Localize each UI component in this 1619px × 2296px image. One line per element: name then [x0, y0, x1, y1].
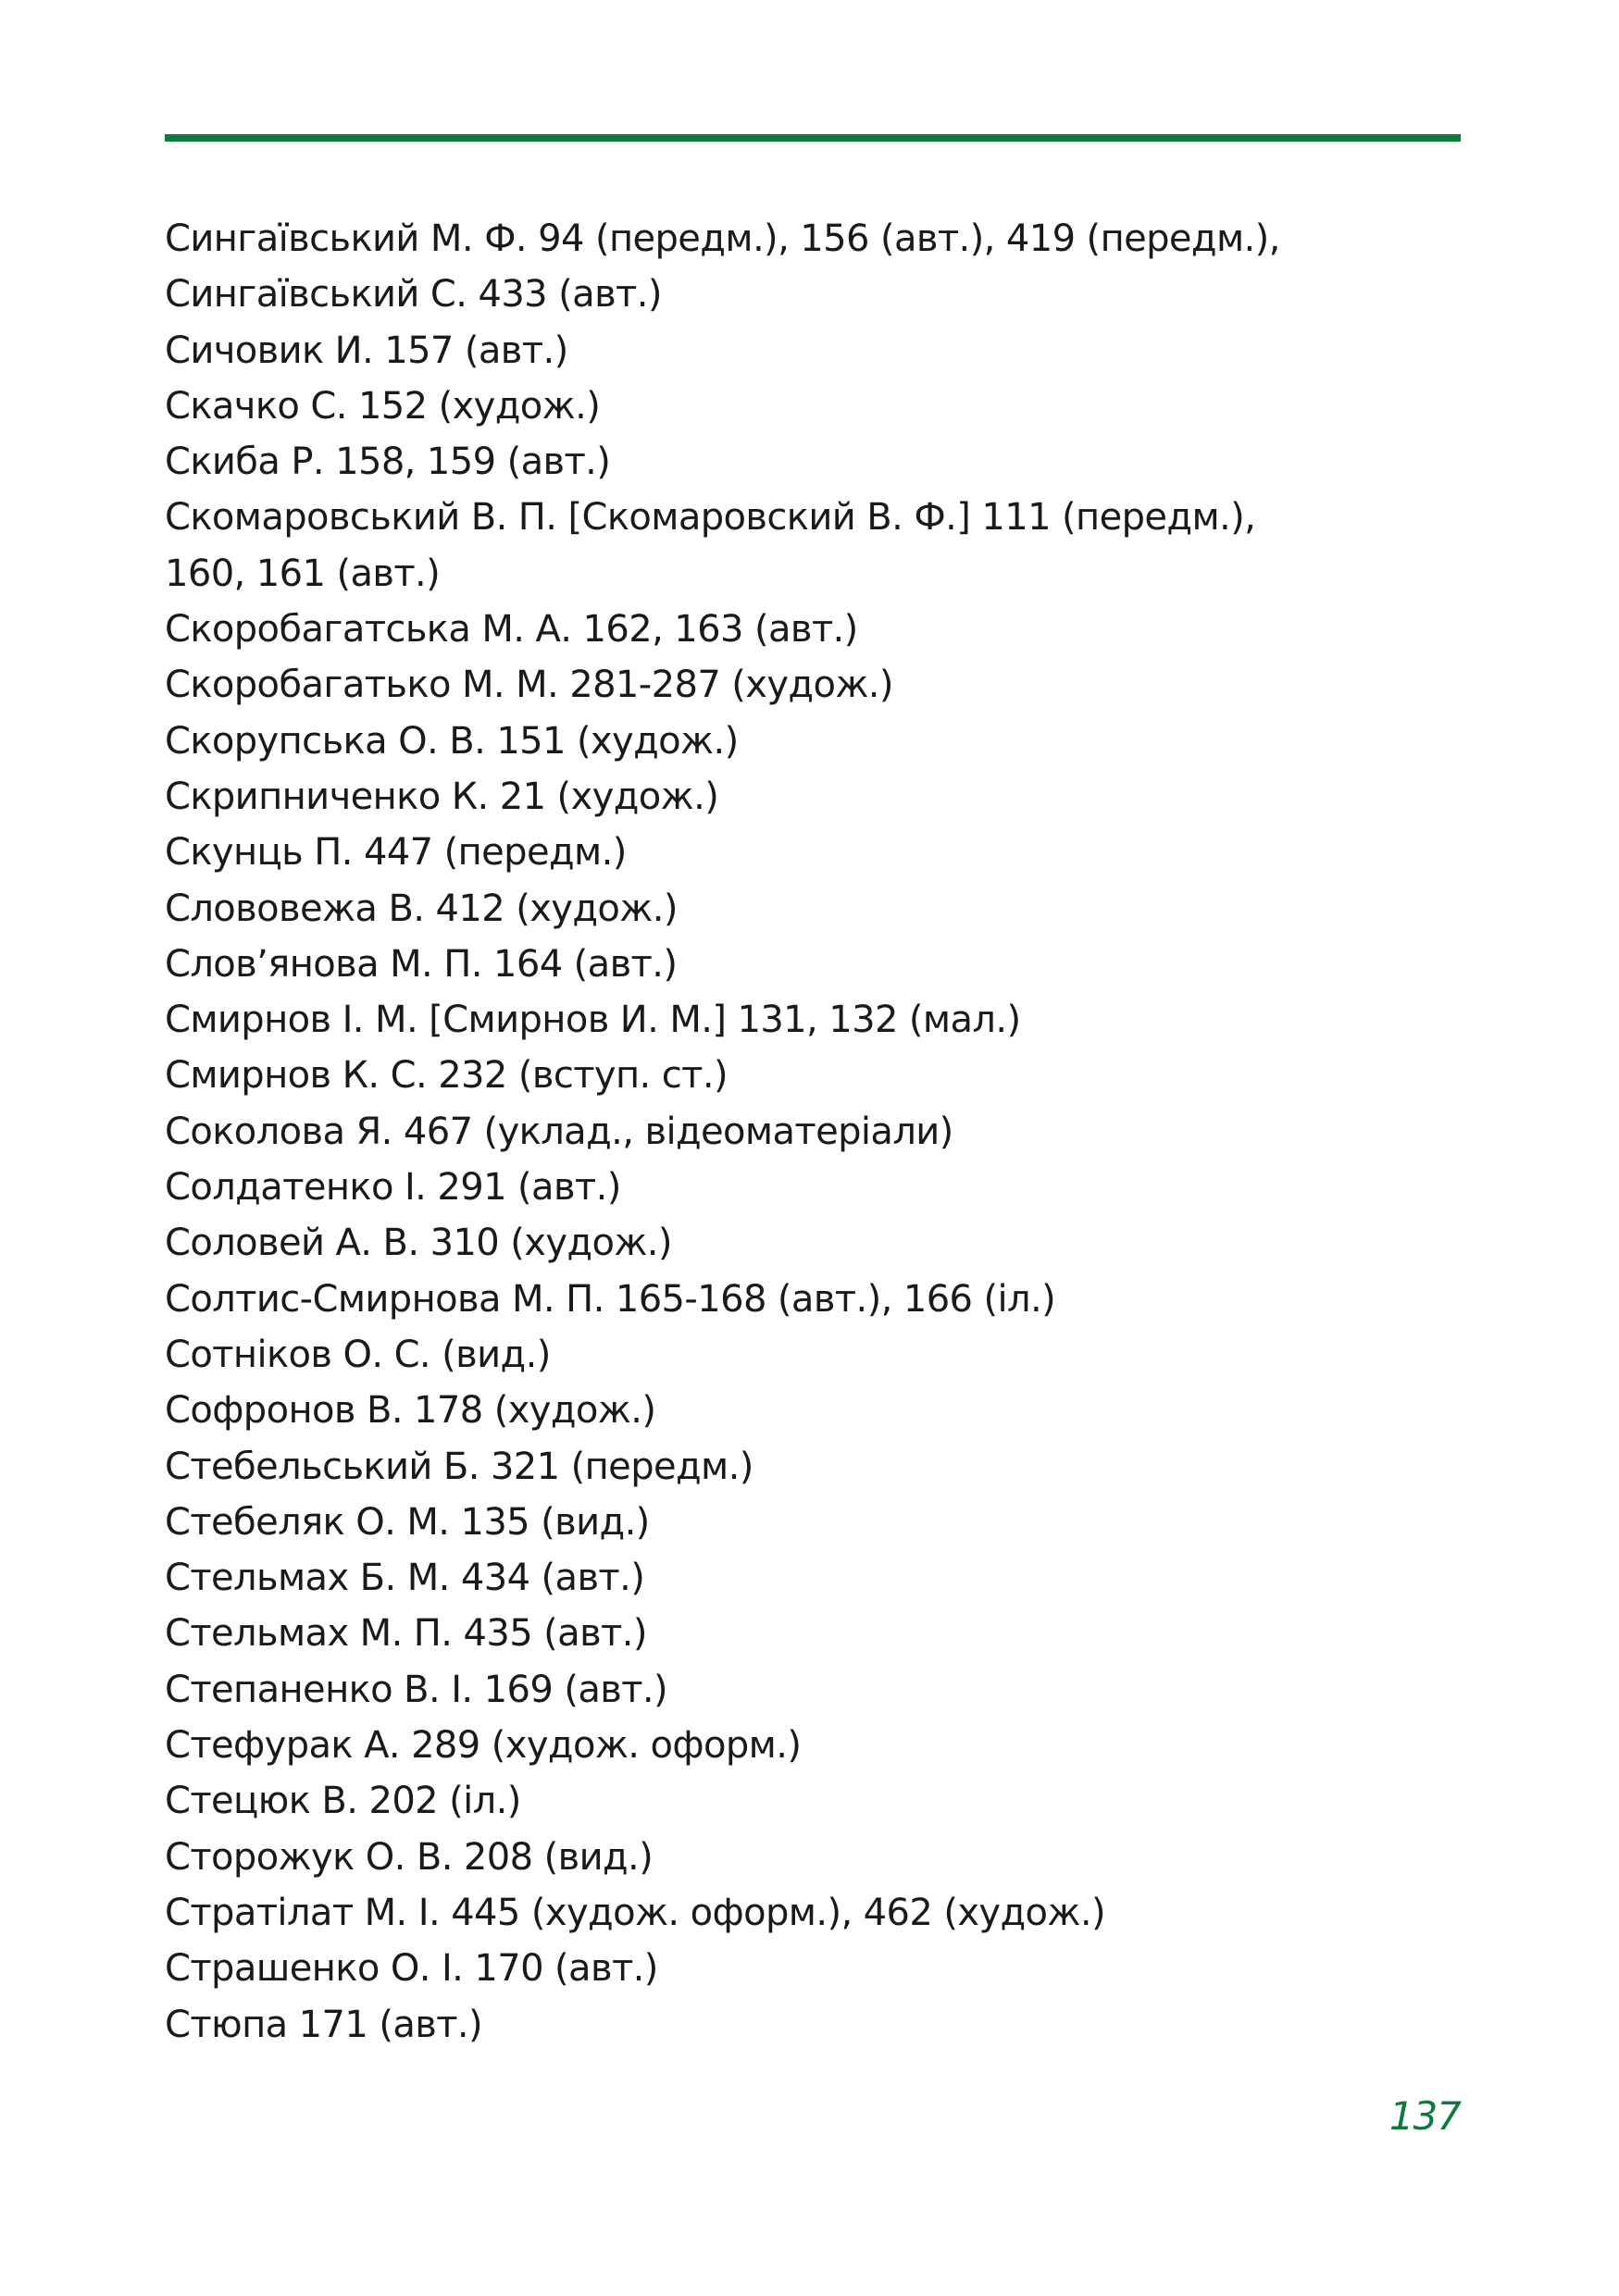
index-entry: Стебеляк О. М. 135 (вид.): [165, 1500, 650, 1544]
index-entry: Скоробагатько М. М. 281-287 (худож.): [165, 664, 893, 707]
index-entry: Солдатенко І. 291 (авт.): [165, 1166, 621, 1210]
index-entry: Скиба Р. 158, 159 (авт.): [165, 441, 611, 484]
index-entry: Сичовик И. 157 (авт.): [165, 329, 568, 372]
index-entry: Стебельський Б. 321 (передм.): [165, 1445, 753, 1488]
index-entry: Скоробагатська М. А. 162, 163 (авт.): [165, 608, 858, 652]
index-entries-list: [165, 211, 1461, 2053]
index-entry: Скунць П. 447 (передм.): [165, 831, 627, 875]
index-entry: Смирнов І. М. [Смирнов И. М.] 131, 132 (мал.): [165, 999, 1021, 1042]
index-entry: Сингаївський М. Ф. 94 (передм.), 156 (авт.), 419 (передм.),: [165, 217, 1280, 260]
index-entry: Страшенко О. І. 170 (авт.): [165, 1947, 658, 1991]
index-entry: Сотніков О. С. (вид.): [165, 1333, 551, 1376]
index-entry: Сингаївський С. 433 (авт.): [165, 273, 662, 316]
index-entry: Стельмах Б. М. 434 (авт.): [165, 1557, 645, 1600]
index-entry: Стельмах М. П. 435 (авт.): [165, 1612, 647, 1656]
index-entry: Смирнов К. С. 232 (вступ. ст.): [165, 1054, 728, 1098]
index-entry: Солтис-Смирнова М. П. 165-168 (авт.), 166 (іл.): [165, 1277, 1056, 1321]
index-entry: Скорупська О. В. 151 (худож.): [165, 719, 739, 763]
index-entry: Софронов В. 178 (худож.): [165, 1389, 656, 1433]
index-entry: Стратілат М. І. 445 (худож. оформ.), 462 (худож.): [165, 1891, 1105, 1934]
index-entry: Стецюк В. 202 (іл.): [165, 1780, 521, 1823]
index-entry: Степаненко В. І. 169 (авт.): [165, 1668, 668, 1711]
index-entry: Слововежа В. 412 (худож.): [165, 887, 678, 930]
index-entry: Скомаровський В. П. [Скомаровский В. Ф.] 111 (передм.),: [165, 496, 1256, 540]
index-entry: Соколова Я. 467 (уклад., відеоматеріали): [165, 1110, 953, 1153]
index-entry: Сторожук О. В. 208 (вид.): [165, 1835, 654, 1879]
index-entry-continuation: 160, 161 (авт.): [165, 552, 441, 595]
index-entry: Скачко С. 152 (худож.): [165, 384, 601, 428]
index-entry: Слов’янова М. П. 164 (авт.): [165, 942, 678, 986]
header-rule: [165, 134, 1461, 142]
page-number: 137: [1389, 2093, 1461, 2139]
index-entry: Стюпа 171 (авт.): [165, 2003, 483, 2046]
index-entry: Стефурак А. 289 (худож. оформ.): [165, 1724, 802, 1768]
index-entry: Скрипниченко К. 21 (худож.): [165, 775, 719, 818]
index-entry: Соловей А. В. 310 (худож.): [165, 1222, 672, 1265]
